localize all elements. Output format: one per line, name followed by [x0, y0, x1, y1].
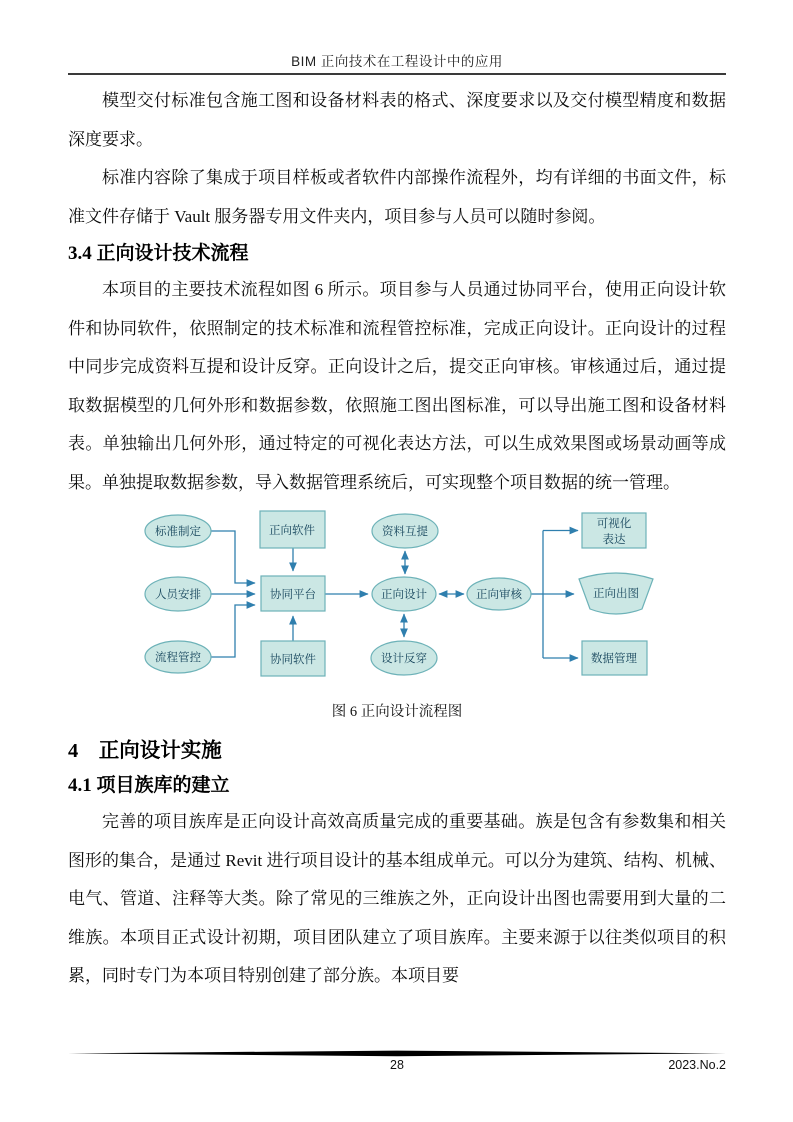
label-standards: 标准制定	[155, 526, 201, 538]
footer-page-number: 28	[390, 1058, 404, 1072]
page-content	[68, 82, 726, 996]
label-process-control: 流程管控	[155, 652, 201, 664]
label-design-feedback: 设计反穿	[381, 653, 427, 665]
heading-4: 4 正向设计实施	[68, 740, 222, 762]
connector-standards-to-platform	[211, 531, 255, 583]
label-forward-software: 正向软件	[269, 525, 315, 537]
label-data-exchange: 资料互提	[382, 526, 428, 538]
flowchart-svg	[138, 505, 658, 683]
figure-caption: 图 6 正向设计流程图	[331, 704, 463, 720]
label-collab-software: 协同软件	[270, 654, 316, 666]
label-staffing: 人员安排	[155, 589, 201, 601]
figure-flowchart	[138, 505, 658, 683]
label-collab-platform: 协同平台	[270, 589, 316, 601]
paragraph-workflow: 本项目的主要技术流程如图 6 所示。项目参与人员通过协同平台，使用正向设计软件和协同软件，依照制定的技术标准和流程管控标准，完成正向设计。正向设计的过程中同步完成资料互提和设计反穿。正向设计之后，提交正向审核。审核通过后，通过提取数据模型的几何外形和数据参数，依照施工图出图标准，可以导出施工图和设备材料表。单独输出几何外形，通过特定的可视化表达方法，可以生成效果图或场景动画等成果。单独提取数据参数，导入数据管理系统后，可实现整个项目数据的统一管理。	[68, 280, 726, 492]
label-forward-drawing: 正向出图	[593, 588, 639, 600]
footer-issue-label: 2023.No.2	[668, 1058, 726, 1072]
running-header-title: BIM 正向技术在工程设计中的应用	[291, 54, 503, 69]
label-data-mgmt: 数据管理	[591, 653, 637, 665]
paragraph-standard-content: 标准内容除了集成于项目样板或者软件内部操作流程外，均有详细的书面文件，标准文件存储于 Vault 服务器专用文件夹内，项目参与人员可以随时参阅。	[68, 168, 726, 226]
paragraph-model-delivery: 模型交付标准包含施工图和设备材料表的格式、深度要求以及交付模型精度和数据深度要求。	[68, 91, 726, 149]
label-forward-review: 正向审核	[476, 589, 522, 601]
label-forward-design: 正向设计	[381, 589, 427, 601]
header-rule	[68, 73, 726, 75]
footer-rule	[68, 1050, 726, 1057]
paragraph-family-library: 完善的项目族库是正向设计高效高质量完成的重要基础。族是包含有参数集和相关图形的集合，是通过 Revit 进行项目设计的基本组成单元。可以分为建筑、结构、机械、电气、管道、注释等大类。除了常见的三维族之外，正向设计出图也需要用到大量的二维族。本项目正式设计初期，项目团队建立了项目族库。主要来源于以往类似项目的积累，同时专门为本项目特别创建了部分族。本项目要	[68, 812, 726, 985]
label-visualization-line1: 可视化	[596, 518, 632, 530]
connector-process-to-platform	[211, 605, 255, 657]
heading-3-4: 3.4 正向设计技术流程	[68, 243, 249, 264]
label-visualization-line2: 表达	[602, 534, 626, 546]
heading-4-1: 4.1 项目族库的建立	[68, 775, 230, 796]
